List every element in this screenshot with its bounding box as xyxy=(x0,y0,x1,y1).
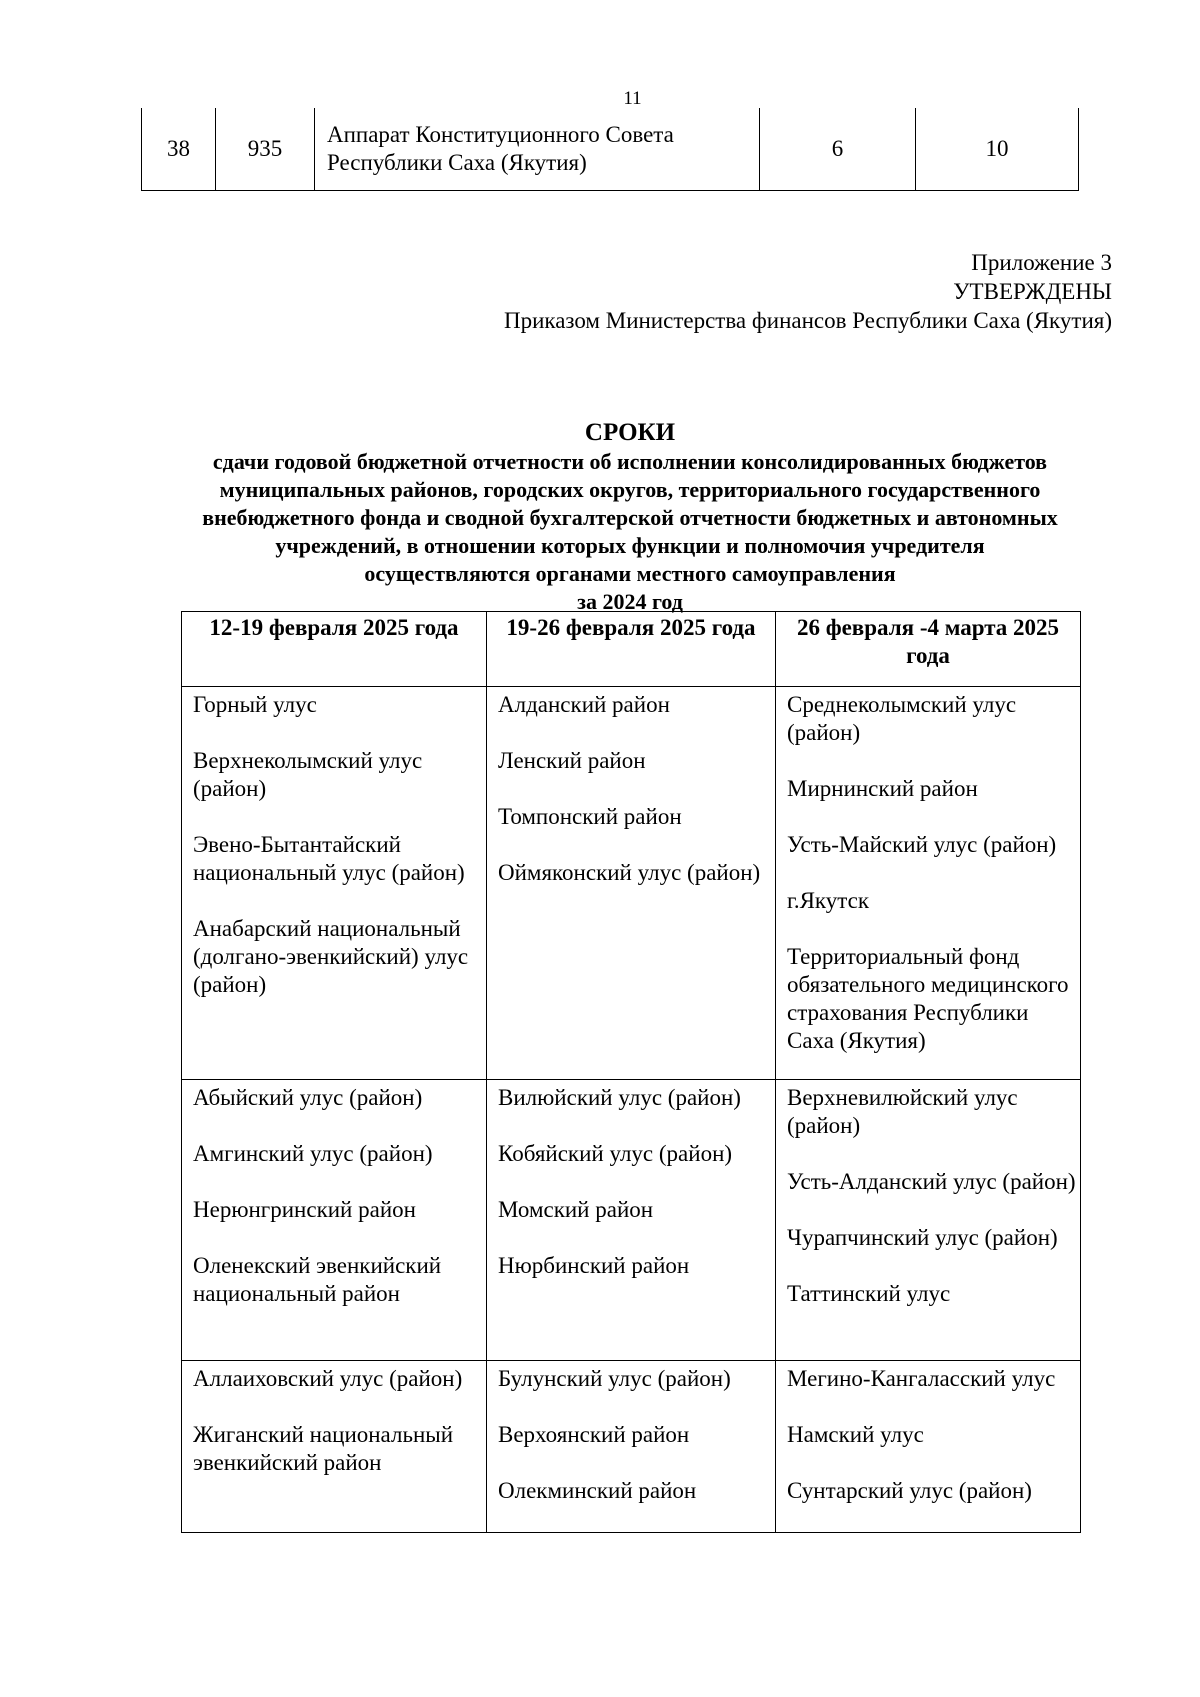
page-number: 11 xyxy=(623,88,642,109)
list-item: Нюрбинский район xyxy=(498,1253,690,1278)
approval-label: УТВЕРЖДЕНЫ xyxy=(953,279,1112,304)
list-item: Алданский район xyxy=(498,692,670,717)
list-item: Эвено-Бытантайский национальный улус (район) xyxy=(193,832,465,885)
appendix-block xyxy=(504,248,1112,335)
table-row xyxy=(182,687,1081,1080)
list-item: Нерюнгринский район xyxy=(193,1197,416,1222)
document-heading xyxy=(130,418,1130,616)
list-item: Намский улус xyxy=(787,1422,924,1447)
heading-line: муниципальных районов, городских округов, территориального государственного xyxy=(219,477,1041,502)
schedule-cell xyxy=(487,687,776,1080)
schedule-cell xyxy=(776,1080,1081,1361)
list-item: Верхнеколымский улус (район) xyxy=(193,748,423,801)
heading-line: учреждений, в отношении которых функции и полномочия учредителя xyxy=(275,533,985,558)
list-item: Верхневилюйский улус (район) xyxy=(787,1085,1018,1138)
list-item: Среднеколымский улус (район) xyxy=(787,692,1017,745)
row-code: 935 xyxy=(216,108,315,191)
heading-title: СРОКИ xyxy=(584,419,676,446)
list-item: Оймяконский улус (район) xyxy=(498,860,761,885)
list-item: Томпонский район xyxy=(498,804,682,829)
list-item: Оленекский эвенкийский национальный район xyxy=(193,1253,442,1306)
list-item: Сунтарский улус (район) xyxy=(787,1478,1032,1503)
row-name xyxy=(315,108,760,191)
approval-source: Приказом Министерства финансов Республики Саха (Якутия) xyxy=(503,308,1112,333)
list-item: Мирнинский район xyxy=(787,776,978,801)
row-number: 38 xyxy=(142,108,216,191)
list-item: Анабарский национальный (долгано-эвенкийский) улус (район) xyxy=(193,916,469,997)
list-item: Кобяйский улус (район) xyxy=(498,1141,733,1166)
continuation-table xyxy=(141,108,1079,191)
schedule-cell xyxy=(487,1080,776,1361)
heading-line: внебюджетного фонда и сводной бухгалтерской отчетности бюджетных и автономных xyxy=(202,505,1058,530)
list-item: Усть-Алданский улус (район) xyxy=(787,1169,1076,1194)
table-row xyxy=(142,108,1079,191)
appendix-number: Приложение 3 xyxy=(971,250,1112,275)
list-item: Горный улус xyxy=(193,692,317,717)
list-item: Олекминский район xyxy=(498,1478,697,1503)
schedule-cell xyxy=(182,1080,487,1361)
row-name-line: Аппарат Конституционного Совета xyxy=(327,122,674,147)
list-item: Ленский район xyxy=(498,748,646,773)
heading-line: сдачи годовой бюджетной отчетности об исполнении консолидированных бюджетов xyxy=(212,449,1048,474)
schedule-table xyxy=(181,611,1081,1533)
list-item: Аллаиховский улус (район) xyxy=(193,1366,463,1391)
schedule-cell xyxy=(776,1361,1081,1533)
heading-year: за 2024 год xyxy=(577,589,683,614)
row-value-2: 10 xyxy=(916,108,1079,191)
list-item: Усть-Майский улус (район) xyxy=(787,832,1057,857)
list-item: Чурапчинский улус (район) xyxy=(787,1225,1058,1250)
list-item: Булунский улус (район) xyxy=(498,1366,731,1391)
column-header: 19-26 февраля 2025 года xyxy=(487,612,776,687)
schedule-cell xyxy=(776,687,1081,1080)
column-header: 12-19 февраля 2025 года xyxy=(182,612,487,687)
table-row xyxy=(182,1361,1081,1533)
row-value-1: 6 xyxy=(760,108,916,191)
row-name-line: Республики Саха (Якутия) xyxy=(327,150,587,175)
schedule-header-row xyxy=(182,612,1081,687)
list-item: Вилюйский улус (район) xyxy=(498,1085,741,1110)
column-header: 26 февраля -4 марта 2025 года xyxy=(776,612,1081,687)
schedule-cell xyxy=(487,1361,776,1533)
schedule-cell xyxy=(182,687,487,1080)
list-item: Амгинский улус (район) xyxy=(193,1141,433,1166)
list-item: Таттинский улус xyxy=(787,1281,951,1306)
heading-line: осуществляются органами местного самоуправления xyxy=(364,561,896,586)
table-row xyxy=(182,1080,1081,1361)
list-item: Территориальный фонд обязательного медицинского страхования Республики Саха (Якутия) xyxy=(787,944,1069,1053)
schedule-cell xyxy=(182,1361,487,1533)
list-item: Момский район xyxy=(498,1197,654,1222)
list-item: Верхоянский район xyxy=(498,1422,690,1447)
list-item: Мегино-Кангаласский улус xyxy=(787,1366,1056,1391)
list-item: г.Якутск xyxy=(787,888,869,913)
list-item: Абыйский улус (район) xyxy=(193,1085,423,1110)
list-item: Жиганский национальный эвенкийский район xyxy=(193,1422,454,1475)
